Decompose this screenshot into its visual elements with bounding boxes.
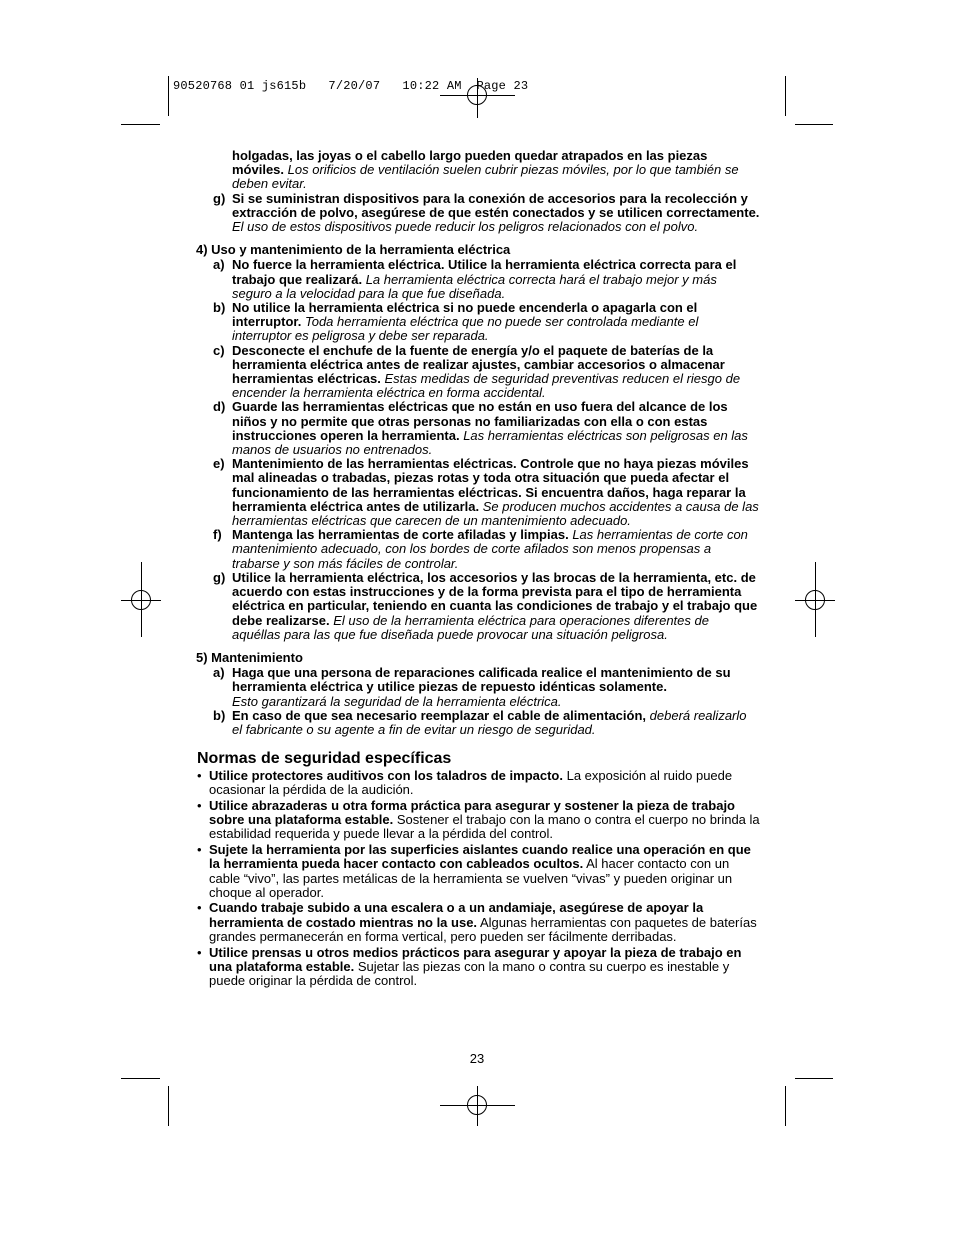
list-item-4d	[196, 400, 760, 457]
item-bold: En caso de que sea necesario reemplazar el cable de alimentación,	[232, 707, 647, 723]
item-bold: No utilice la herramienta eléctrica si no puede encenderla o apagarla con el interruptor.	[232, 300, 698, 330]
crop-mark-tr-vertical	[785, 76, 786, 116]
list-item-4g	[196, 571, 760, 642]
crop-mark-br-vertical	[785, 1086, 786, 1126]
bullet-text: Sujetar las piezas con la mano o contra su cuerpo es inestable y puede originar la pérdida de control.	[209, 958, 730, 988]
section-heading-4: 4) Uso y mantenimiento de la herramienta eléctrica	[196, 242, 511, 258]
bullet-icon: •	[197, 798, 202, 814]
item-label: d)	[213, 399, 226, 415]
intro-paragraph	[196, 149, 760, 192]
item-label: g)	[213, 190, 226, 206]
list-item-4b	[196, 301, 760, 344]
list-item-4c	[196, 344, 760, 401]
crop-mark-tl-vertical	[168, 76, 169, 116]
page-content	[196, 149, 760, 990]
print-slug: 90520768 01 js615b 7/20/07 10:22 AM Page 23	[173, 79, 529, 93]
item-bold: Desconecte el enchufe de la fuente de energía y/o el paquete de baterías de la herramienta eléctrica antes de realizar ajustes, cambiar accesorios o almacenar herramientas eléctricas.	[232, 342, 725, 387]
item-label: g)	[213, 569, 226, 585]
list-item-dust	[196, 192, 760, 235]
item-italic: Esto garantizará la seguridad de la herramienta eléctrica.	[232, 693, 562, 709]
crop-mark-bl-vertical	[168, 1086, 169, 1126]
bullet-item-4	[196, 901, 760, 944]
crop-mark-tr-horizontal	[795, 124, 833, 125]
bullet-bold: Cuando trabaje subido a una escalera o a un andamiaje, asegúrese de apoyar la herramienta de costado mientras no la use.	[209, 900, 704, 930]
bullet-text: Sostener el trabajo con la mano o contra el cuerpo no brinda la estabilidad requerida y puede llevar a la pérdida del control.	[209, 812, 760, 842]
item-italic: Toda herramienta eléctrica que no puede ser controlada mediante el interruptor es peligrosa y debe ser reparada.	[232, 314, 699, 344]
crop-mark-bl-horizontal	[121, 1078, 160, 1079]
item-label: b)	[213, 707, 226, 723]
bullet-item-5	[196, 946, 760, 989]
bullet-item-1	[196, 769, 760, 797]
item-bold: Mantenimiento de las herramientas eléctricas. Controle que no haya piezas móviles mal alineadas o trabadas, piezas rotas y toda otra situación que pueda afectar el funcionamiento de las herramientas eléctricas. Si encuentra daños, haga reparar la herramienta eléctrica antes de utilizarla.	[232, 456, 749, 514]
specific-rules-heading: Normas de seguridad específicas	[197, 750, 452, 768]
item-label: c)	[213, 342, 225, 358]
bullet-icon: •	[197, 944, 202, 960]
crop-mark-br-horizontal	[795, 1078, 833, 1079]
item-bold: Haga que una persona de reparaciones calificada realice el mantenimiento de su herramienta eléctrica y utilice piezas de repuesto idénticas solamente.	[232, 665, 731, 695]
list-item-4e	[196, 457, 760, 528]
bullet-icon: •	[197, 842, 202, 858]
item-label: f)	[213, 527, 222, 543]
list-item-5a	[196, 666, 760, 709]
item-bold: Guarde las herramientas eléctricas que no están en uso fuera del alcance de los niños y no permite que otras personas no familiarizadas con ella o con estas instrucciones operen la herramienta.	[232, 399, 728, 443]
section-heading-5: 5) Mantenimiento	[196, 649, 303, 665]
bullet-bold: Sujete la herramienta por las superficies aislantes cuando realice una operación en que la herramienta pueda hacer contacto con cableados ocultos.	[209, 842, 751, 872]
item-bold: Mantenga las herramientas de corte afiladas y limpias.	[232, 527, 569, 543]
bullet-text: Algunas herramientas con paquetes de baterías grandes permanecerán en forma vertical, pero pueden ser fácilmente derribadas.	[209, 914, 757, 944]
item-italic: Las herramientas eléctricas son peligrosas en las manos de usuarios no entrenados.	[232, 427, 748, 458]
list-item-4f	[196, 528, 760, 571]
item-italic: El uso de estos dispositivos puede reducir los peligros relacionados con el polvo.	[232, 219, 699, 235]
item-italic: El uso de la herramienta eléctrica para operaciones diferentes de aquéllas para las que fue diseñada puede provocar una situación peligrosa.	[232, 612, 709, 642]
item-italic: Las herramientas de corte con mantenimiento adecuado, con los bordes de corte afilados son menos propensas a trabarse y son más fáciles de controlar.	[232, 527, 748, 571]
bullet-text: Al hacer contacto con un cable “vivo”, las partes metálicas de la herramienta se vuelven “vivas” y pueden originar un choque al operador.	[209, 856, 733, 900]
item-bold: Utilice la herramienta eléctrica, los accesorios y las brocas de la herramienta, etc. de acuerdo con estas instrucciones y de la forma prevista para el tipo de herramienta eléctrica en particular, teniendo en cuanta las condiciones de trabajo y el trabajo que debe realizarse.	[232, 569, 758, 628]
bullet-text: La exposición al ruido puede ocasionar la pérdida de la audición.	[209, 768, 733, 798]
item-bold: No fuerce la herramienta eléctrica. Utilice la herramienta eléctrica correcta para el trabajo que realizará.	[232, 257, 737, 287]
list-item-5b	[196, 709, 760, 737]
crop-mark-tl-horizontal	[121, 124, 160, 125]
bullet-item-3	[196, 843, 760, 900]
list-item-4a	[196, 258, 760, 301]
item-label: b)	[213, 300, 226, 316]
bullet-icon: •	[197, 900, 202, 916]
item-italic: Estas medidas de seguridad preventivas reducen el riesgo de encender la herramienta eléctrica en forma accidental.	[232, 371, 741, 401]
page-number: 23	[469, 1051, 485, 1066]
item-italic: Se producen muchos accidentes a causa de las herramientas eléctricas que carecen de un mantenimiento adecuado.	[232, 498, 759, 529]
bullet-icon: •	[197, 768, 202, 784]
bullet-item-2	[196, 799, 760, 842]
item-label: a)	[213, 257, 225, 273]
bullet-bold: Utilice prensas u otros medios prácticos para asegurar y apoyar la pieza de trabajo en una plataforma estable.	[209, 944, 742, 974]
intro-bold: holgadas, las joyas o el cabello largo pueden quedar atrapados en las piezas móviles.	[232, 148, 708, 178]
item-label: e)	[213, 456, 225, 472]
item-italic: deberá realizarlo el fabricante o su agente a fin de evitar un riesgo de seguridad.	[232, 707, 747, 737]
bullet-bold: Utilice protectores auditivos con los taladros de impacto.	[209, 768, 563, 784]
item-bold: Si se suministran dispositivos para la conexión de accesorios para la recolección y extracción de polvo, asegúrese de que estén conectados y se utilicen correctamente.	[232, 190, 760, 220]
item-italic: La herramienta eléctrica correcta hará el trabajo mejor y más seguro a la velocidad para la que fue diseñada.	[232, 271, 717, 301]
item-label: a)	[213, 665, 225, 681]
bullet-bold: Utilice abrazaderas u otra forma práctica para asegurar y sostener la pieza de trabajo sobre una plataforma estable.	[209, 798, 735, 828]
intro-italic: Los orificios de ventilación suelen cubrir piezas móviles, por lo que también se deben evitar.	[232, 162, 739, 192]
